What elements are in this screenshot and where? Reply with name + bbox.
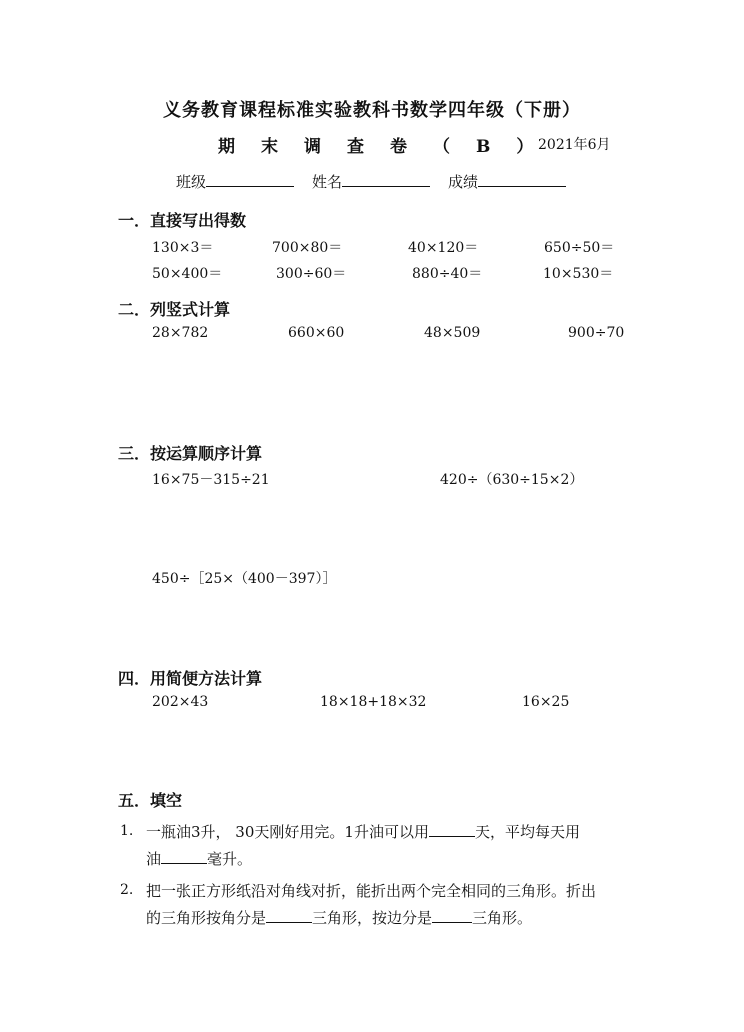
problem: 130×3＝ — [152, 240, 214, 256]
question-text: 三角形，按边分是 — [312, 909, 433, 927]
exam-subtitle: 期末调查卷（B） — [218, 137, 560, 157]
problem: 48×509 — [424, 325, 481, 341]
score-label: 成绩 — [448, 173, 479, 191]
question-1-line-1 — [146, 821, 580, 842]
question-text: 一瓶油3升， 30天刚好用完。1升油可以用 — [146, 823, 429, 841]
name-label: 姓名 — [312, 173, 343, 191]
answer-blank[interactable] — [432, 908, 472, 923]
section-4-title: 四．用简便方法计算 — [118, 669, 263, 688]
name-blank[interactable] — [342, 172, 430, 187]
problem: 16×75－315÷21 — [152, 472, 270, 488]
question-number: 2. — [120, 882, 134, 898]
problem: 50×400＝ — [152, 266, 223, 282]
question-text: 的三角形按角分是 — [146, 909, 267, 927]
question-text: 天，平均每天用 — [474, 823, 580, 841]
question-1-line-2 — [146, 848, 252, 869]
exam-date: 2021年6月 — [538, 137, 611, 153]
problem: 450÷［25×（400－397）］ — [152, 571, 337, 587]
problem: 900÷70 — [568, 325, 625, 341]
problem: 660×60 — [288, 325, 345, 341]
problem: 16×25 — [522, 694, 570, 710]
score-field[interactable] — [448, 171, 566, 192]
section-1-title: 一．直接写出得数 — [118, 211, 247, 230]
problem: 700×80＝ — [272, 240, 343, 256]
score-blank[interactable] — [478, 172, 566, 187]
problem: 300÷60＝ — [276, 266, 347, 282]
problem: 880÷40＝ — [412, 266, 483, 282]
class-blank[interactable] — [206, 172, 294, 187]
problem: 202×43 — [152, 694, 209, 710]
question-text: 油 — [146, 850, 162, 868]
question-text: 毫升。 — [207, 850, 253, 868]
section-3-title: 三．按运算顺序计算 — [118, 444, 263, 463]
problem: 28×782 — [152, 325, 209, 341]
question-text: 三角形。 — [472, 909, 533, 927]
question-2-line-1: 把一张正方形纸沿对角线对折，能折出两个完全相同的三角形。折出 — [146, 882, 597, 900]
problem: 40×120＝ — [408, 240, 479, 256]
class-label: 班级 — [176, 173, 207, 191]
section-2-title: 二．列竖式计算 — [118, 300, 231, 319]
answer-blank[interactable] — [429, 822, 475, 837]
problem: 18×18+18×32 — [320, 694, 427, 710]
name-field[interactable] — [312, 171, 430, 192]
problem: 10×530＝ — [543, 266, 614, 282]
answer-blank[interactable] — [161, 849, 207, 864]
question-number: 1. — [120, 823, 134, 839]
problem: 650÷50＝ — [544, 240, 615, 256]
section-5-title: 五．填空 — [118, 791, 183, 810]
exam-title: 义务教育课程标准实验教科书数学四年级（下册） — [163, 100, 581, 121]
answer-blank[interactable] — [266, 908, 312, 923]
question-2-line-2 — [146, 907, 532, 928]
problem: 420÷（630÷15×2） — [440, 472, 584, 488]
class-field[interactable] — [176, 171, 294, 192]
